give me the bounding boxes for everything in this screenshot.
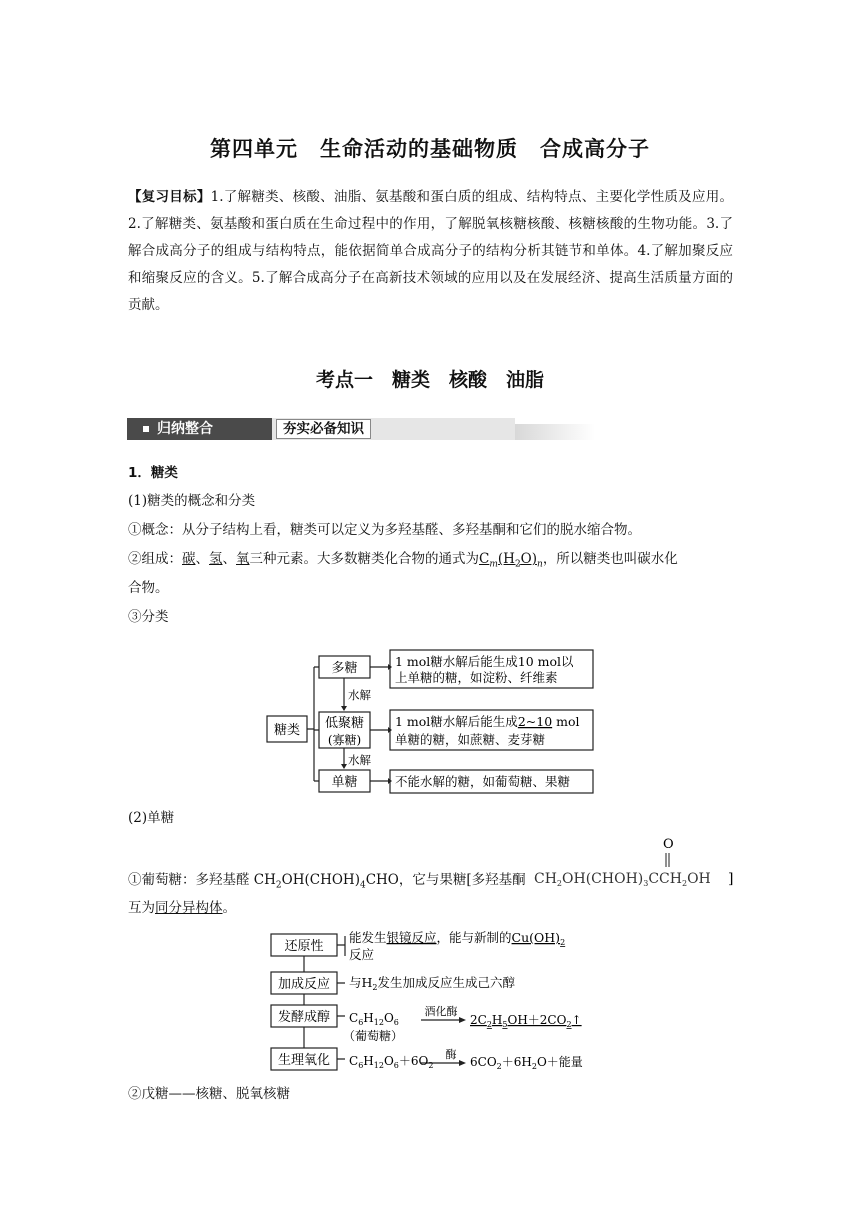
sugar-heading: 1．糖类 xyxy=(128,465,178,481)
oxid-left: $C_6H_{12}O_6+6O_2$ xyxy=(349,1054,434,1070)
desc1-line1: 1 mol糖水解后能生成10 mol以 xyxy=(395,654,574,669)
general-formula: $C_m(H_2O)_n$ xyxy=(479,551,543,570)
glucose-line xyxy=(128,870,526,896)
fructose-formula: $CH_2OH(CHOH)_3CCH_2OH$ xyxy=(534,871,711,888)
prop-add: 加成反应 xyxy=(277,977,331,992)
desc1-line2: 上单糖的糖，如淀粉、纤维素 xyxy=(395,670,558,685)
banner-right-label: 夯实必备知识 xyxy=(276,419,371,439)
sugar-composition-cont: 合物。 xyxy=(128,580,169,596)
page-title: 第四单元 生命活动的基础物质 合成高分子 xyxy=(210,137,650,161)
oxid-right: $6CO_2+6H_2O+$能量 xyxy=(470,1055,583,1071)
sugar-composition: ②组成：碳、氢、氧三种元素。大多数糖类化合物的通式为$C_m(H_2O)_n$，所以糖类也叫碳水化 xyxy=(128,551,678,570)
glucose-properties-diagram xyxy=(265,926,600,1076)
node-mono: 单糖 xyxy=(331,775,358,790)
ferment-catalyst: 酒化酶 xyxy=(424,1005,458,1018)
isomer-term: 同分异构体 xyxy=(155,900,223,916)
hydrolysis-label-1: 水解 xyxy=(348,688,371,702)
reduce-text-line2: 反应 xyxy=(349,947,375,962)
section-title: 考点一 糖类 核酸 油脂 xyxy=(315,369,544,391)
ferment-note: （葡萄糖） xyxy=(343,1029,404,1043)
banner-left xyxy=(127,418,272,440)
fructose-carbonyl-o: O xyxy=(663,837,674,852)
node-poly: 多糖 xyxy=(331,661,358,676)
fructose-close-bracket: ] xyxy=(728,871,734,887)
sugar-sub1: (1)糖类的概念和分类 xyxy=(128,493,256,509)
element-o: 氧 xyxy=(236,551,250,567)
sugar-classify: ③分类 xyxy=(128,609,169,625)
hydrolysis-label-2: 水解 xyxy=(348,753,371,767)
desc2-line1: 1 mol糖水解后能生成2~10 mol xyxy=(395,714,580,729)
review-goals-label: 【复习目标】 xyxy=(128,189,211,205)
banner-right xyxy=(272,418,515,440)
review-goals xyxy=(128,184,733,319)
node-root: 糖类 xyxy=(273,723,301,738)
reduce-text: 能发生银镜反应，能与新制的$Cu(OH)_2$ xyxy=(349,930,566,947)
node-oligo-alt: (寡糖) xyxy=(327,733,362,747)
ferment-left: $C_6H_{12}O_6$ xyxy=(349,1011,399,1027)
classification-diagram xyxy=(262,648,598,798)
add-text: 与$H_2$发生加成反应生成己六醇 xyxy=(349,975,516,992)
isomer-line: 互为同分异构体。 xyxy=(128,900,236,916)
sugar-concept: ①概念：从分子结构上看，糖类可以定义为多羟基醛、多羟基酮和它们的脱水缩合物。 xyxy=(128,522,641,538)
pentose-line: ②戊糖——核糖、脱氧核糖 xyxy=(128,1086,290,1102)
ferment-right: $2C_2H_5OH+2CO_2↑$ xyxy=(470,1013,582,1029)
banner-left-label: 归纳整合 xyxy=(157,421,213,437)
glucose-text: ①葡萄糖：多羟基醛 $CH_2OH(CHOH)_4CHO$，它与果糖[多羟基酮 xyxy=(128,872,526,891)
mono-heading: (2)单糖 xyxy=(128,810,175,826)
review-goals-text: 1.了解糖类、核酸、油脂、氨基酸和蛋白质的组成、结构特点、主要化学性质及应用。2.了解糖类、氨基酸和蛋白质在生命过程中的作用，了解脱氧核糖核酸、核糖核酸的生物功能。3.了解合成高分子的组成与结构特点，能依据简单合成高分子的结构分析其链节和单体。4.了解加聚反应和缩聚反应的含义。5.了解合成高分子在高新技术领域的应用以及在发展经济、提高生活质量方面的贡献。 xyxy=(128,189,733,313)
element-c: 碳 xyxy=(182,551,196,567)
node-oligo: 低聚糖 xyxy=(324,716,365,731)
section-banner xyxy=(127,418,467,444)
prop-oxid: 生理氧化 xyxy=(277,1053,331,1068)
fructose-structure xyxy=(530,834,736,888)
prop-reduce: 还原性 xyxy=(284,939,324,954)
element-h: 氢 xyxy=(209,551,223,567)
desc3-text: 不能水解的糖，如葡萄糖、果糖 xyxy=(395,774,571,789)
oxid-catalyst: 酶 xyxy=(445,1048,457,1061)
desc2-line2: 单糖的糖，如蔗糖、麦芽糖 xyxy=(395,732,546,747)
prop-ferment: 发酵成醇 xyxy=(277,1010,331,1025)
